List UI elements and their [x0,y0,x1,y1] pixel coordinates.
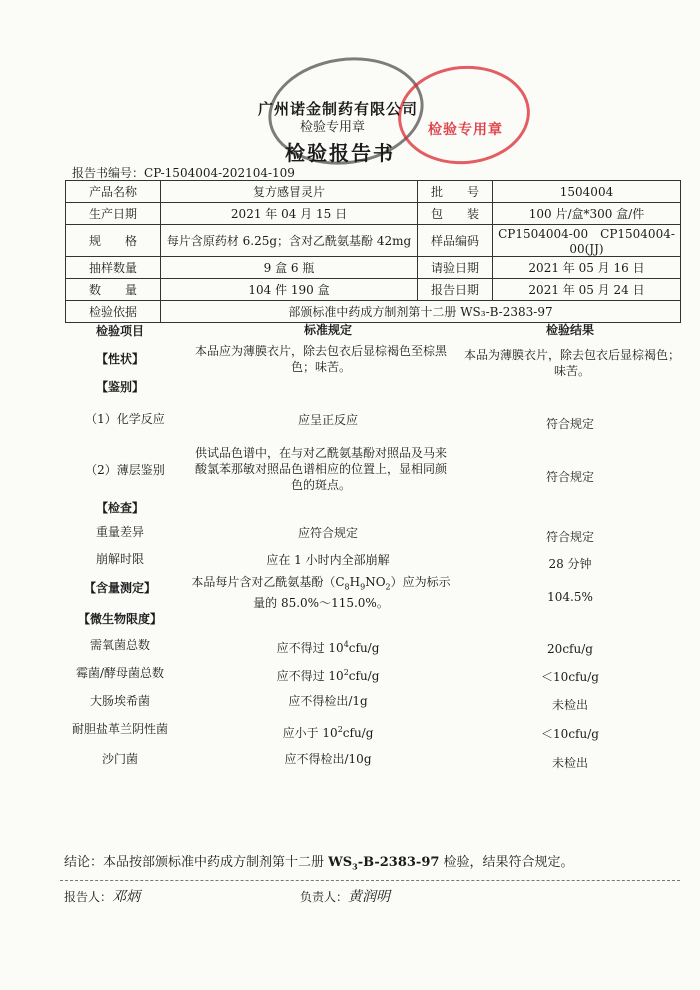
reporter-label: 报告人： [64,890,113,904]
spec-label: 规 格 [66,225,161,257]
bile-label: 耐胆盐革兰阴性菌 [71,722,168,736]
section-assay: 【含量测定】 [83,581,156,595]
salmonella-label: 沙门菌 [101,752,138,766]
chem-reaction-result: 符合规定 [545,417,594,431]
bile-standard-part-b: cfu/g [342,726,374,740]
quantity-label: 数 量 [66,279,161,301]
batch-value: 1504004 [493,181,681,203]
table-row [66,257,681,279]
request-date: 2021 年 05 月 16 日 [493,257,681,279]
tlc-result: 符合规定 [545,470,594,484]
assay-standard-part-b: H [349,575,361,589]
principal-signature: 黄润明 [348,889,391,905]
report-number [72,164,295,181]
footer-divider [60,880,680,881]
bile-standard [208,722,448,741]
table-row [66,181,681,203]
batch-label: 批 号 [418,181,493,203]
aerobic-standard-part-a: 应不得过 10 [276,641,344,655]
report-date-label: 报告日期 [418,279,493,301]
assay-standard-sub-1: 8 [344,582,350,592]
table-row [66,225,681,257]
mold-standard [208,665,448,684]
conclusion-prefix: 结论：本品按部颁标准中药成方制剂第十二册 [64,855,329,870]
ecoli-standard: 应不得检出/1g [288,694,368,708]
assay-standard-part-a: 本品每片含对乙酰氨基酚（C [191,575,345,589]
prod-date-label: 生产日期 [66,203,161,225]
aerobic-standard-part-b: cfu/g [348,641,380,655]
report-number-label: 报告书编号： [72,166,145,180]
assay-standard-sub-3: 2 [385,582,391,592]
aerobic-standard [208,637,448,656]
mold-standard-part-a: 应不得过 10 [276,669,344,683]
column-result-header: 检验结果 [545,323,594,337]
product-name: 复方感冒灵片 [161,181,418,203]
section-appearance: 【性状】 [95,352,144,366]
tlc-label: （2）薄层鉴别 [85,463,165,477]
tlc-standard: 供试品色谱中，在与对乙酰氨基酚对照品及马来酸氯苯那敏对照品色谱相应的位置上，显相同颜色的斑点。 [194,446,447,492]
weight-result: 符合规定 [545,530,594,544]
column-standard-header: 标准规定 [303,323,352,337]
info-table [65,180,681,323]
appearance-result: 本品为薄膜衣片，除去包衣后显棕褐色；味苦。 [463,348,680,378]
table-row [66,203,681,225]
report-number-value: CP-1504004-202104-109 [144,166,295,180]
conclusion-code-b: -B-2383-97 [357,855,440,870]
salmonella-result: 未检出 [551,756,588,770]
sample-qty-label: 抽样数量 [66,257,161,279]
reporter [64,886,140,906]
disintegration-label: 崩解时限 [95,552,144,566]
assay-standard-part-c: NO [365,575,386,589]
bile-result: ＜10cfu/g [541,727,599,741]
section-microbial: 【微生物限度】 [77,612,162,626]
red-seal-text: 检验专用章 [428,122,503,138]
product-name-label: 产品名称 [66,181,161,203]
quantity-value: 104 件 190 盒 [161,279,418,301]
chem-reaction-standard: 应呈正反应 [297,413,358,427]
aerobic-standard-sup: 4 [343,640,349,649]
column-item-header: 检验项目 [95,324,144,338]
weight-label: 重量差异 [95,525,144,539]
company-name: 广州诺金制药有限公司 [258,100,419,118]
principal [300,886,390,906]
table-row [66,301,681,323]
mold-standard-part-b: cfu/g [348,669,380,683]
conclusion-code-a: WS [328,855,353,870]
reporter-signature: 邓炳 [112,889,141,905]
report-date: 2021 年 05 月 24 日 [493,279,681,301]
salmonella-standard: 应不得检出/10g [284,752,372,766]
weight-standard: 应符合规定 [297,526,358,540]
page-title: 检验报告书 [285,141,395,165]
aerobic-result: 20cfu/g [547,642,593,656]
sample-code: CP1504004-00 CP1504004-00(JJ) [493,225,681,257]
conclusion-suffix: 检验，结果符合规定。 [439,855,574,870]
principal-label: 负责人： [300,890,349,904]
mold-result: ＜10cfu/g [541,670,599,684]
assay-result: 104.5% [547,590,593,604]
spec-value: 每片含原药材 6.25g；含对乙酰氨基酚 42mg [161,225,418,257]
mold-label: 霉菌/酵母菌总数 [75,666,165,680]
conclusion-standard-code [328,855,439,870]
appearance-standard: 本品应为薄膜衣片，除去包衣后显棕褐色至棕黑色；味苦。 [194,344,447,374]
basis-label: 检验依据 [66,301,161,323]
disintegration-standard: 应在 1 小时内全部崩解 [266,553,390,567]
package-value: 100 片/盒*300 盒/件 [493,203,681,225]
prod-date: 2021 年 04 月 15 日 [161,203,418,225]
bile-standard-sup: 2 [337,725,343,734]
table-row [66,279,681,301]
stamp-text: 检验专用章 [300,120,366,135]
ecoli-label: 大肠埃希菌 [89,694,150,708]
package-label: 包 装 [418,203,493,225]
section-identification: 【鉴别】 [95,380,144,394]
disintegration-result: 28 分钟 [548,557,592,571]
ecoli-result: 未检出 [551,698,588,712]
request-date-label: 请验日期 [418,257,493,279]
assay-standard [190,574,452,611]
sample-code-label: 样品编码 [418,225,493,257]
assay-standard-sub-2: 9 [360,582,366,592]
conclusion-code-sub: 3 [352,861,358,872]
sample-qty: 9 盒 6 瓶 [161,257,418,279]
mold-standard-sup: 2 [343,668,349,677]
basis-value: 部颁标准中药成方制剂第十二册 WS₃-B-2383-97 [161,301,681,323]
chem-reaction-label: （1）化学反应 [85,412,165,426]
section-check: 【检查】 [95,501,144,515]
conclusion [64,851,574,872]
bile-standard-part-a: 应小于 10 [282,726,338,740]
assay-standard-part-d: ）应为标示量的 85.0%～115.0%。 [253,575,451,611]
aerobic-label: 需氧菌总数 [89,638,150,652]
